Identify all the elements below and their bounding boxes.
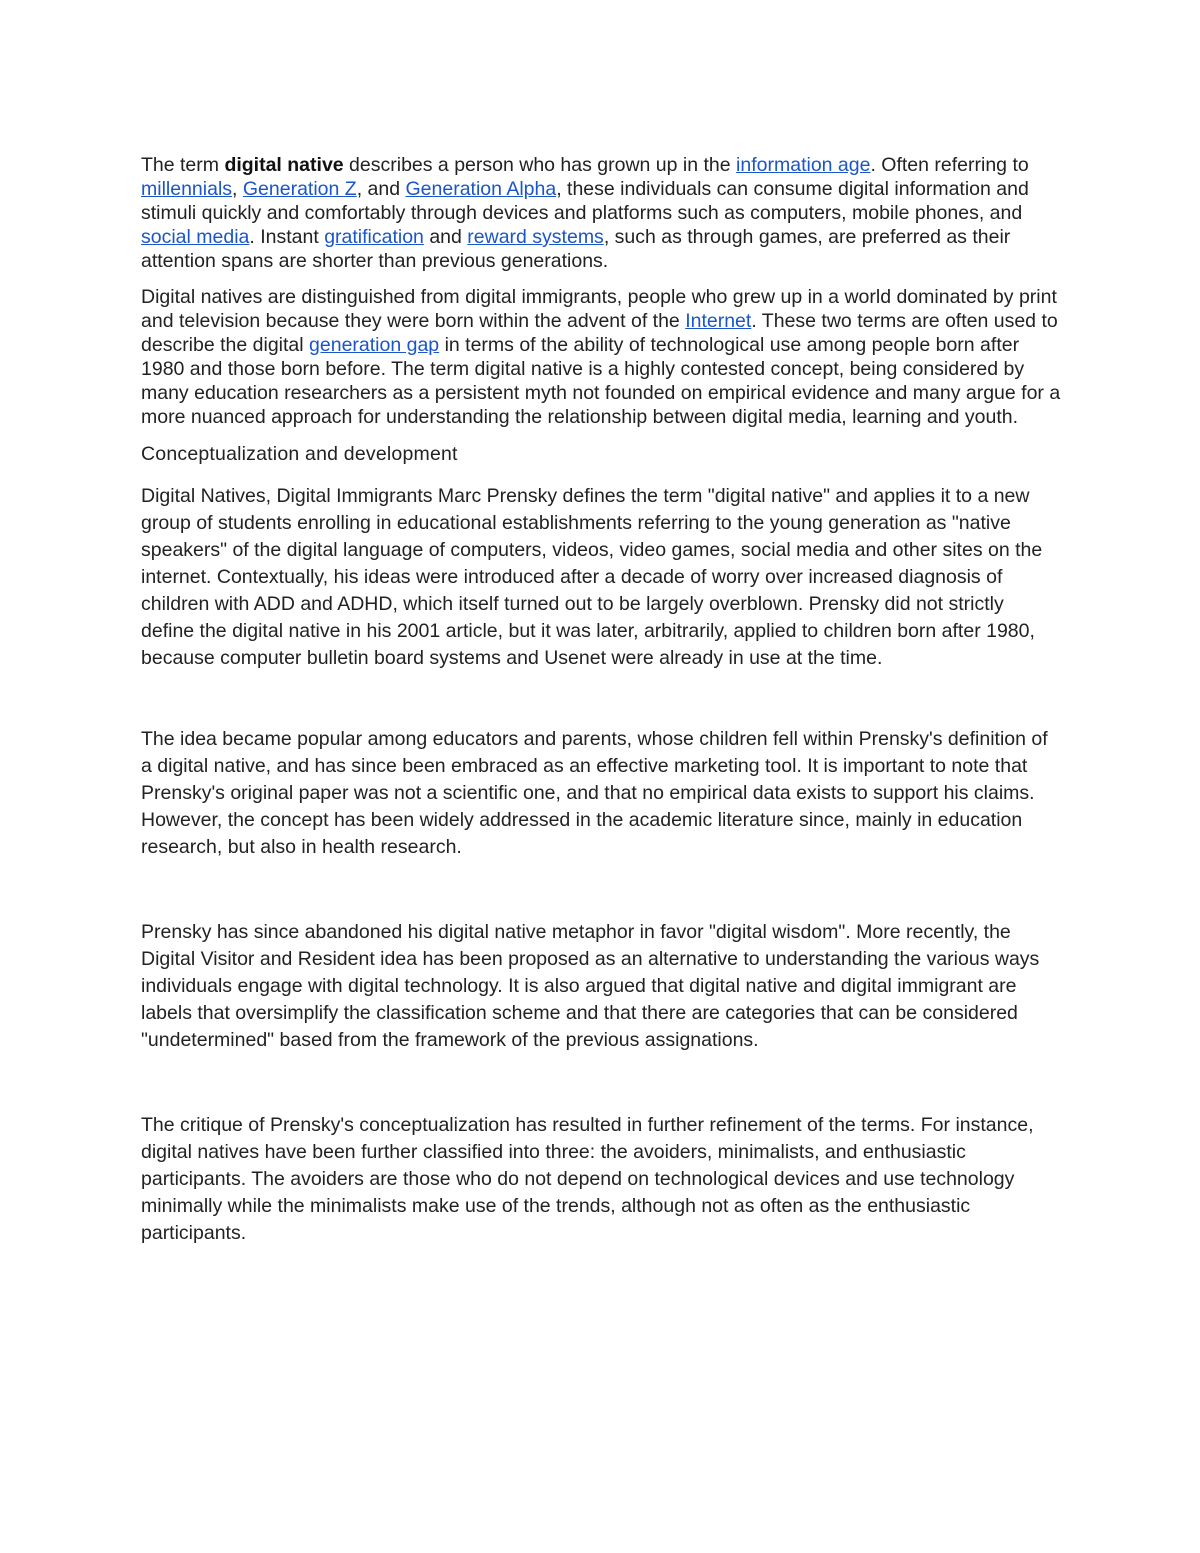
spacer <box>141 672 1061 726</box>
immigrants-paragraph <box>141 285 1061 429</box>
link-social-media[interactable]: social media <box>141 226 250 248</box>
link-internet[interactable]: Internet <box>685 310 752 332</box>
intro-text-7: . Instant <box>249 226 325 248</box>
term-bold: digital native <box>224 154 344 176</box>
immigrants-text-2: . These two terms are often used to describe the digital <box>141 310 1058 356</box>
intro-text-6: , these individuals can consume digital information and stimuli quickly and comfortably through devices and platforms such as computers, mobile phones, and <box>141 178 1029 224</box>
critique-paragraph: The critique of Prensky's conceptualization has resulted in further refinement of the terms. For instance, digital natives have been further classified into three: the avoiders, minimalists, and enthusiastic participants. The avoiders are those who do not depend on technological devices and use technology minimally while the minimalists make use of the trends, although not as often as the enthusiastic participants. <box>141 1114 1034 1244</box>
intro-text-4: , <box>232 178 243 200</box>
wisdom-paragraph: Prensky has since abandoned his digital native metaphor in favor "digital wisdom". More recently, the Digital Visitor and Resident idea has been proposed as an alternative to understanding the various ways individuals engage with digital technology. It is also argued that digital native and digital immigrant are labels that oversimplify the classification scheme and that there are categories that can be considered "undetermined" based from the framework of the previous assignations. <box>141 921 1040 1051</box>
immigrants-text-1: Digital natives are distinguished from digital immigrants, people who grew up in a world dominated by print and television because they were born within the advent of the <box>141 286 1057 332</box>
link-generation-alpha[interactable]: Generation Alpha <box>405 178 557 200</box>
intro-text-5: , and <box>356 178 406 200</box>
document-page <box>141 153 1061 1247</box>
spacer <box>141 1054 1061 1112</box>
intro-paragraph <box>141 153 1061 273</box>
link-information-age[interactable]: information age <box>736 154 871 176</box>
intro-text-9: , such as through games, are preferred as their attention spans are shorter than previous generations. <box>141 226 1011 272</box>
intro-text-8: and <box>423 226 468 248</box>
intro-text-2: describes a person who has grown up in the <box>343 154 737 176</box>
link-reward-systems[interactable]: reward systems <box>467 226 604 248</box>
intro-text-3: . Often referring to <box>870 154 1029 176</box>
link-generation-gap[interactable]: generation gap <box>309 334 440 356</box>
popularity-paragraph: The idea became popular among educators and parents, whose children fell within Prensky's definition of a digital native, and has since been embraced as an effective marketing tool. It is important to note that Prensky's original paper was not a scientific one, and that no empirical data exists to support his claims. However, the concept has been widely addressed in the academic literature since, mainly in education research, but also in health research. <box>141 728 1048 858</box>
link-generation-z[interactable]: Generation Z <box>242 178 357 200</box>
link-gratification[interactable]: gratification <box>324 226 424 248</box>
intro-text-1: The term <box>141 154 225 176</box>
prensky-paragraph: Digital Natives, Digital Immigrants Marc Prensky defines the term "digital native" and applies it to a new group of students enrolling in educational establishments referring to the young generation as "native speakers" of the digital language of computers, videos, video games, social media and other sites on the internet. Contextually, his ideas were introduced after a decade of worry over increased diagnosis of children with ADD and ADHD, which itself turned out to be largely overblown. Prensky did not strictly define the digital native in his 2001 article, but it was later, arbitrarily, applied to children born after 1980, because computer bulletin board systems and Usenet were already in use at the time. <box>141 485 1043 669</box>
immigrants-text-3: in terms of the ability of technological use among people born after 1980 and those born before. The term digital native is a highly contested concept, being considered by many education researchers as a persistent myth not founded on empirical evidence and many argue for a more nuanced approach for understanding the relationship between digital media, learning and youth. <box>141 334 1061 428</box>
section-heading: Conceptualization and development <box>141 443 458 465</box>
spacer <box>141 861 1061 919</box>
link-millennials[interactable]: millennials <box>141 178 233 200</box>
